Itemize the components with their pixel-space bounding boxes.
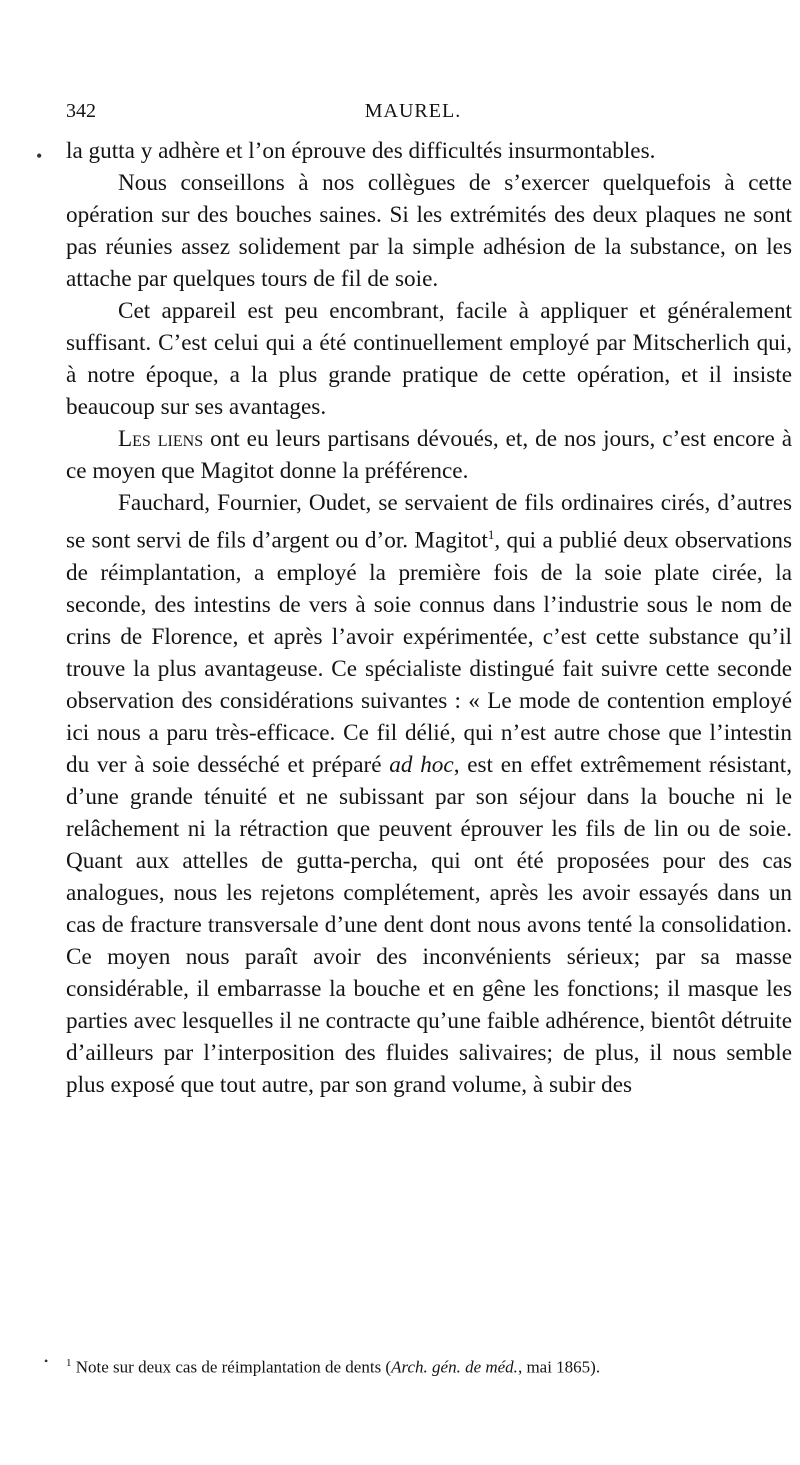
paragraph-text: , est en effet extrêmement résistant, d’une grande ténuité et ne subissant par son séjour dans la bouche ni le relâchement ni la rétraction que peuvent éprouver les fils de lin ou de soie. Quant aux attelles de gutta-percha, qui ont été proposées pour des cas analogues, nous les rejetons complétement, après les avoir essayés dans un cas de fracture transversale d’une dent dont nous avons tenté la consolidation. Ce moyen nous paraît avoir des inconvénients sérieux; par sa masse considérable, il embarrasse la bouche et en gêne les fonctions; il masque les parties avec lesquelles il ne contracte qu’une faible adhérence, bientôt détruite d’ailleurs par l’interposition des fluides salivaires; de plus, il nous semble plus exposé que tout autre, par son grand volume, à subir des	[66, 751, 793, 1098]
paragraph-text: la gutta y adhère et l’on éprouve des difficultés insurmontables.	[66, 138, 656, 164]
paragraph-text: Fauchard, Fournier, Oudet, se servaient de fils ordinaires cirés, d’autres se sont servi de fils d’argent ou d’or. Magitot	[66, 490, 792, 554]
paragraph	[66, 135, 792, 167]
small-caps-text: Les liens	[118, 426, 204, 452]
italic-text: ad hoc	[389, 751, 454, 778]
paragraph	[66, 487, 792, 1101]
footnote-text-run: Note sur deux cas de réimplantation de dents (	[75, 1357, 392, 1377]
footnote-text	[76, 1358, 600, 1377]
margin-bullet-mark: •	[36, 146, 43, 166]
paragraph-text: , qui a publié deux observations de réimplantation, a employé la première fois de la soie plate cirée, la seconde, des intestins de vers à soie connus dans l’industrie sous le nom de crins de Florence, et après l’avoir expérimentée, c’est cette substance qu’il trouve la plus avantageuse. Ce spécialiste distingué fait suivre cette seconde observation des considérations suivantes : « Le mode de contention employé ici nous a paru très-efficace. Ce fil délié, qui n’est autre chose que l’intestin du ver à soie desséché et préparé	[66, 527, 792, 778]
italic-text: Arch. gén. de méd.	[391, 1357, 518, 1377]
footnote-reference: 1	[487, 527, 495, 542]
paragraph	[66, 423, 792, 487]
page-body	[66, 135, 792, 1101]
paragraph	[66, 295, 792, 423]
footnote-dot-mark: •	[44, 1354, 49, 1368]
footnote-text-run: , mai 1865).	[517, 1357, 601, 1377]
paragraph-text: Cet appareil est peu encombrant, facile à appliquer et généralement suffisant. C’est celui qui a été continuellement employé par Mitscherlich qui, à notre époque, a la plus grande pratique de cette opération, et il insiste beaucoup sur ses avantages.	[66, 298, 792, 420]
running-title: MAUREL.	[364, 100, 462, 122]
paragraph-text: ont eu leurs partisans dévoués, et, de nos jours, c’est encore à ce moyen que Magitot donne la préférence.	[66, 426, 792, 484]
footnote	[66, 1352, 792, 1379]
paragraph-text: Nous conseillons à nos collègues de s’exercer quelquefois à cette opération sur des bouches saines. Si les extrémités des deux plaques ne sont pas réunies assez solidement par la simple adhésion de la substance, on les attache par quelques tours de fil de soie.	[66, 170, 792, 292]
page-number: 342	[66, 100, 96, 122]
page-header	[66, 100, 760, 130]
paragraph	[66, 167, 792, 295]
footnote-marker: 1	[66, 1357, 72, 1369]
